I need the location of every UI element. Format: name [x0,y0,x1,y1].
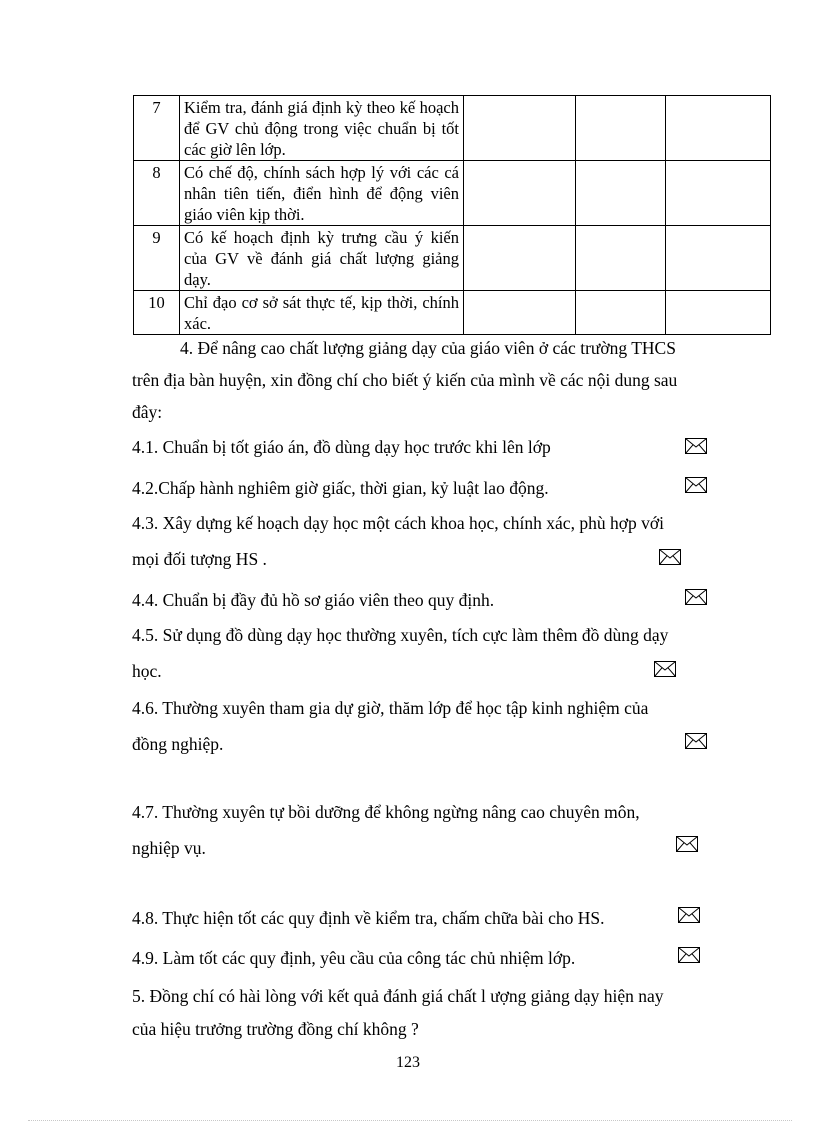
envelope-checkbox-icon[interactable] [654,661,676,677]
row-number: 9 [134,226,180,291]
rating-cell[interactable] [464,161,576,226]
rating-cell[interactable] [464,96,576,161]
item-4-7-line1: 4.7. Thường xuyên tự bồi dưỡng để không ngừng nâng cao chuyên môn, [132,802,640,822]
envelope-checkbox-icon[interactable] [685,477,707,493]
item-4-1: 4.1. Chuẩn bị tốt giáo án, đồ dùng dạy học trước khi lên lớp [132,437,551,457]
rating-cell[interactable] [666,96,771,161]
question4-line2: trên địa bàn huyện, xin đồng chí cho biết ý kiến của mình về các nội dung sau [132,370,678,390]
rating-cell[interactable] [666,226,771,291]
item-4-3-line1: 4.3. Xây dựng kế hoạch dạy học một cách khoa học, chính xác, phù hợp với [132,513,664,533]
page-number: 123 [396,1054,420,1071]
question5-line1: 5. Đồng chí có hài lòng với kết quả đánh giá chất l ượng giảng dạy hiện nay [132,986,664,1006]
envelope-checkbox-icon[interactable] [685,733,707,749]
row-number: 8 [134,161,180,226]
survey-table [133,95,771,335]
item-4-6-line2: đồng nghiệp. [132,734,224,754]
rating-cell[interactable] [464,226,576,291]
rating-cell[interactable] [666,291,771,335]
row-number: 7 [134,96,180,161]
rating-cell[interactable] [576,96,666,161]
table-row [134,96,771,161]
item-4-4: 4.4. Chuẩn bị đầy đủ hồ sơ giáo viên theo quy định. [132,590,495,610]
item-4-7-line2: nghiệp vụ. [132,838,206,858]
row-number: 10 [134,291,180,335]
row-description: Kiểm tra, đánh giá định kỳ theo kế hoạch để GV chủ động trong việc chuẩn bị tốt các giờ lên lớp. [180,96,464,161]
rating-cell[interactable] [576,161,666,226]
rating-cell[interactable] [666,161,771,226]
question4-line3: đây: [132,402,163,422]
item-4-8: 4.8. Thực hiện tốt các quy định về kiểm tra, chấm chữa bài cho HS. [132,908,605,928]
envelope-checkbox-icon[interactable] [678,907,700,923]
item-4-2: 4.2.Chấp hành nghiêm giờ giấc, thời gian, kỷ luật lao động. [132,478,549,498]
table-row [134,226,771,291]
envelope-checkbox-icon[interactable] [659,549,681,565]
row-description: Chỉ đạo cơ sở sát thực tế, kịp thời, chính xác. [180,291,464,335]
question4-line1: 4. Để nâng cao chất lượng giảng dạy của giáo viên ở các trường THCS [180,338,676,358]
table-row [134,161,771,226]
envelope-checkbox-icon[interactable] [678,947,700,963]
rating-cell[interactable] [464,291,576,335]
rating-cell[interactable] [576,226,666,291]
envelope-checkbox-icon[interactable] [685,438,707,454]
table-row [134,291,771,335]
envelope-checkbox-icon[interactable] [676,836,698,852]
item-4-5-line1: 4.5. Sử dụng đồ dùng dạy học thường xuyên, tích cực làm thêm đồ dùng dạy [132,625,669,645]
item-4-6-line1: 4.6. Thường xuyên tham gia dự giờ, thăm lớp để học tập kinh nghiệm của [132,698,649,718]
row-description: Có chế độ, chính sách hợp lý với các cá nhân tiên tiến, điển hình để động viên giáo viên kịp thời. [180,161,464,226]
question5-line2: của hiệu trưởng trường đồng chí không ? [132,1019,419,1039]
rating-cell[interactable] [576,291,666,335]
footer-dotted-divider [28,1120,792,1121]
item-4-9: 4.9. Làm tốt các quy định, yêu cầu của công tác chủ nhiệm lớp. [132,948,576,968]
row-description: Có kế hoạch định kỳ trưng cầu ý kiến của GV về đánh giá chất lượng giảng dạy. [180,226,464,291]
envelope-checkbox-icon[interactable] [685,589,707,605]
item-4-5-line2: học. [132,661,162,681]
item-4-3-line2: mọi đối tượng HS . [132,549,267,569]
